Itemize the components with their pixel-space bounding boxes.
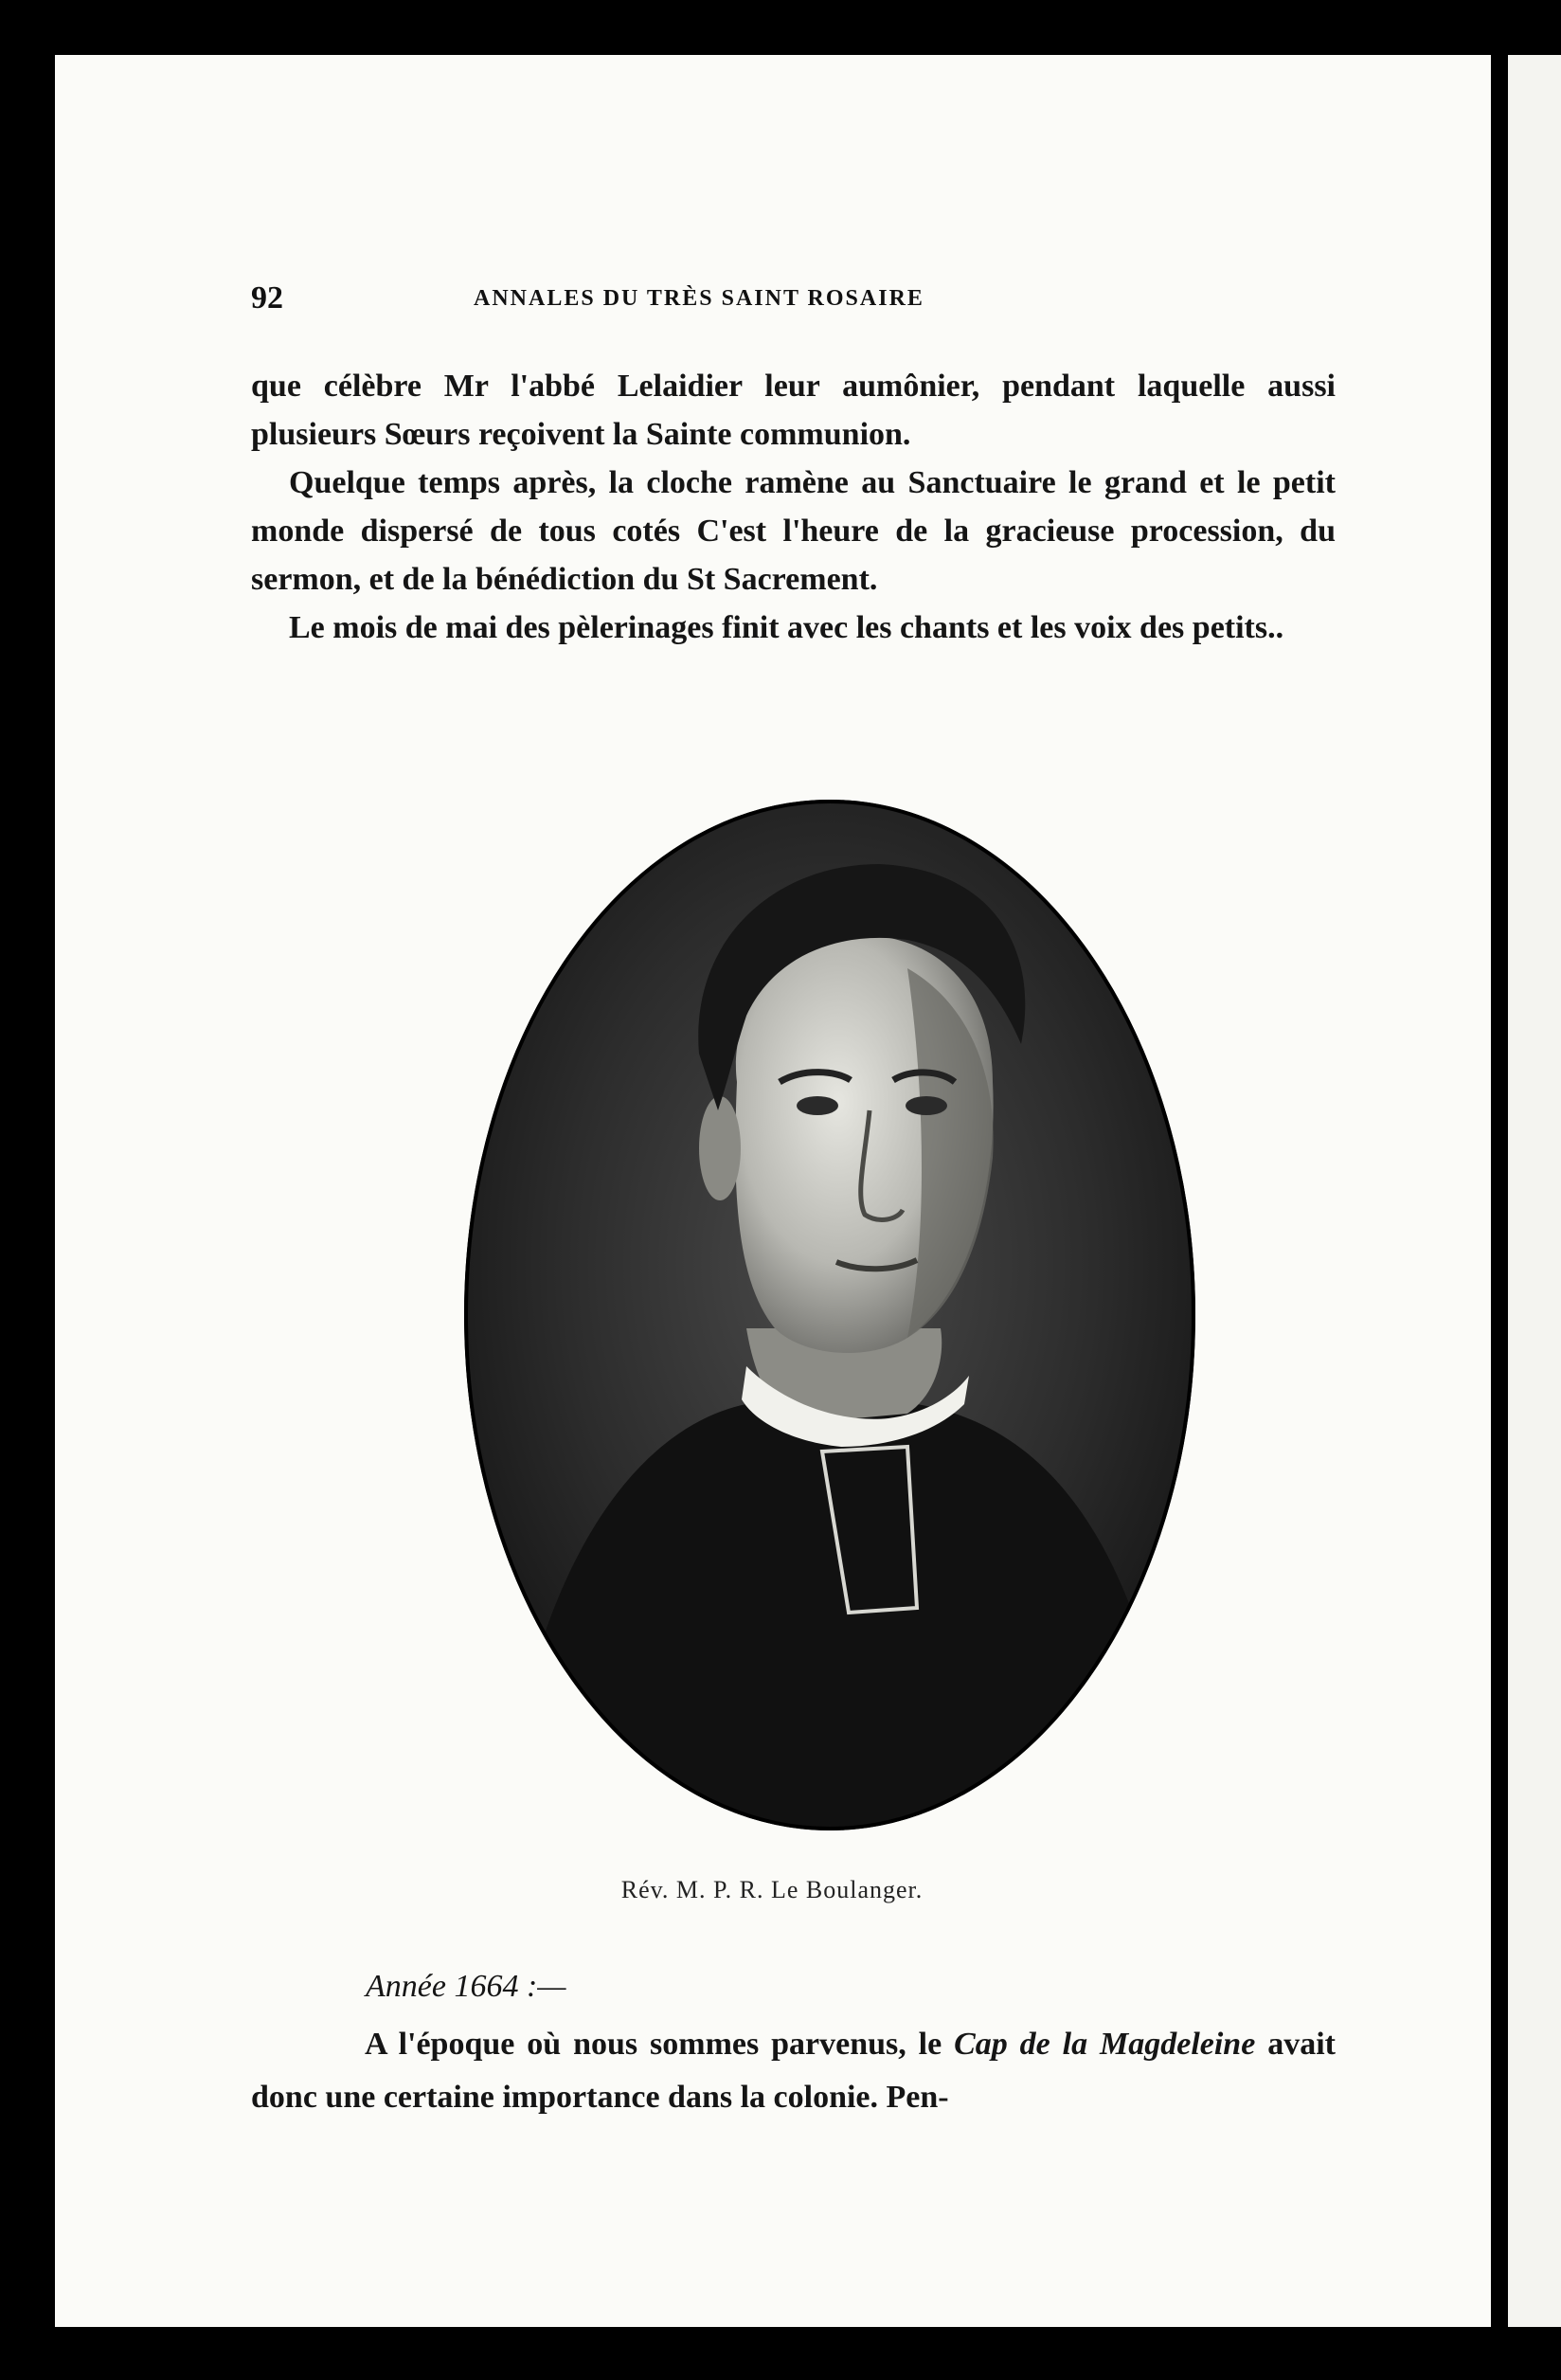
section-heading: Année 1664 :— bbox=[366, 1969, 566, 2004]
section-text-part-1: A l'époque où nous sommes parvenus, le bbox=[365, 2027, 955, 2062]
paragraph-3: Le mois de mai des pèlerinages finit avec les chants et les voix des petits.. bbox=[289, 610, 1284, 645]
running-title: ANNALES DU TRÈS SAINT ROSAIRE bbox=[474, 286, 924, 311]
section-text bbox=[251, 2018, 1336, 2124]
paragraph-1: que célèbre Mr l'abbé Lelaidier leur aumônier, pendant laquelle aussi plusieurs Sœurs reçoivent la Sainte communion. bbox=[251, 369, 1336, 452]
section-paragraph bbox=[251, 2018, 1336, 2124]
place-name: Cap de la Magdeleine bbox=[954, 2027, 1256, 2062]
body-text bbox=[251, 362, 1336, 652]
portrait-photograph bbox=[462, 798, 1197, 1832]
section-text-part-2: avait donc une certaine importance dans la colonie. Pen- bbox=[251, 2027, 1336, 2115]
paragraph-2: Quelque temps après, la cloche ramène au Sanctuaire le grand et le petit monde dispersé de tous cotés C'est l'heure de la gracieuse procession, du sermon, et de la bénédiction du St Sacrement. bbox=[251, 465, 1336, 597]
page-header bbox=[251, 280, 1198, 318]
figure-caption: Rév. M. P. R. Le Boulanger. bbox=[620, 1876, 924, 1903]
facing-page-edge bbox=[1508, 55, 1561, 2327]
page-number: 92 bbox=[251, 280, 283, 316]
